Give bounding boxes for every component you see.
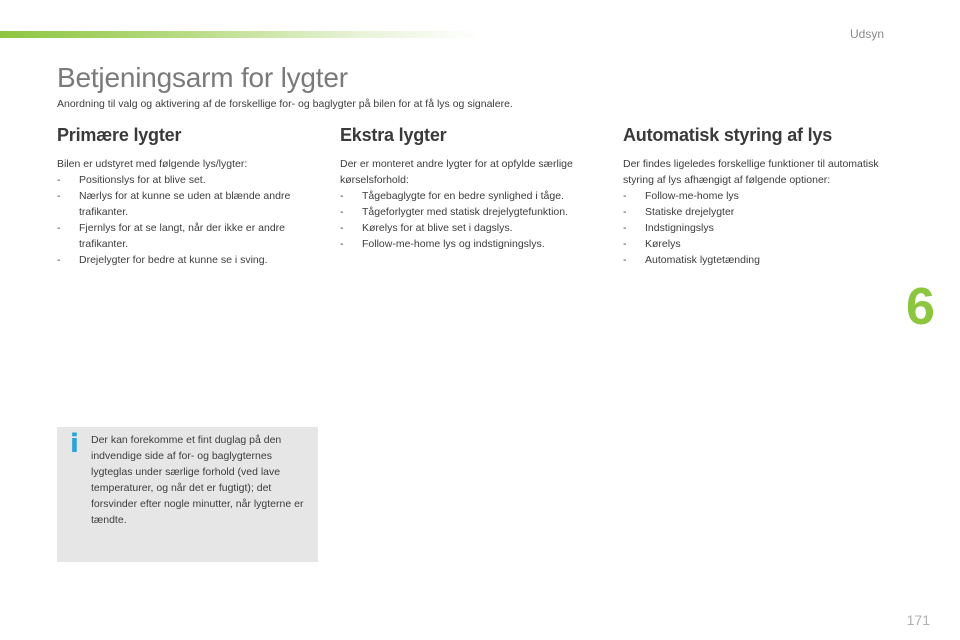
list-item: - Kørelys for at blive set i dagslys. [340,222,513,234]
bullet-list [623,188,893,268]
list-item: - Fjernlys for at se langt, når der ikke er andre trafikanter. [57,222,286,250]
column-heading: Ekstra lygter [340,125,447,145]
list-item: - Kørelys [623,238,681,250]
column-intro: Der er monteret andre lygter for at opfylde særlige kørselsforhold: [340,158,573,186]
section-name: Udsyn [849,27,884,41]
page-title: Betjeningsarm for lygter [57,62,348,93]
bullet-list [57,172,327,268]
list-item: - Drejelygter for bedre at kunne se i sving. [57,254,268,266]
column-primary-lights [57,125,327,268]
column-intro: Bilen er udstyret med følgende lys/lygter: [57,158,248,170]
column-extra-lights [340,125,610,252]
chapter-number: 6 [906,278,935,336]
list-item: - Tågeforlygter med statisk drejelygtefunktion. [340,206,569,218]
list-item: - Indstigningslys [623,222,714,234]
info-note-text: Der kan forekomme et fint duglag på den indvendige side af for- og baglygternes lygteglas under særlige forhold (ved lave temperaturer, og når det er fugtigt); det forsvinder efter nogle minutter, når lygterne er tændte. [91,434,304,526]
list-item: - Follow-me-home lys [623,190,739,202]
page-subtitle: Anordning til valg og aktivering af de forskellige for- og baglygter på bilen for at få lys og signalere. [57,98,513,110]
list-item: - Nærlys for at kunne se uden at blænde andre trafikanter. [57,190,291,218]
column-intro: Der findes ligeledes forskellige funktioner til automatisk styring af lys afhængigt af følgende optioner: [623,158,879,186]
list-item: - Follow-me-home lys og indstigningslys. [340,238,545,250]
column-automatic-lights [623,125,893,268]
column-heading: Automatisk styring af lys [623,125,833,145]
list-item: - Positionslys for at blive set. [57,174,206,186]
header-accent-bar [0,31,480,38]
page-number: 171 [906,612,930,628]
info-note-box [57,427,318,562]
column-heading: Primære lygter [57,125,182,145]
list-item: - Tågebaglygte for en bedre synlighed i tåge. [340,190,564,202]
list-item: - Statiske drejelygter [623,206,735,218]
list-item: - Automatisk lygtetænding [623,254,760,266]
info-icon: i [70,429,79,459]
bullet-list [340,188,610,252]
